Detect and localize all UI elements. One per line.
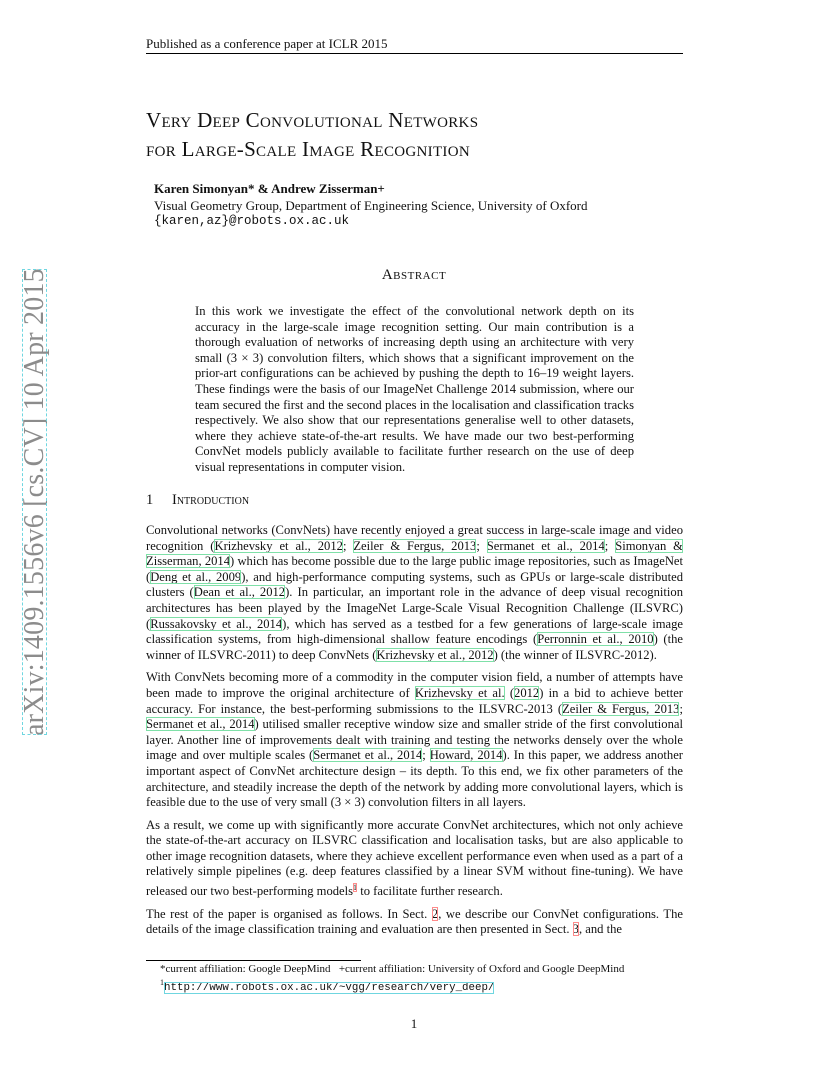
citation-link[interactable]: Howard, 2014	[429, 748, 503, 763]
citation-link[interactable]: Krizhevsky et al.	[414, 685, 505, 700]
arxiv-stamp[interactable]	[8, 258, 62, 738]
section-ref-link[interactable]: 3	[572, 922, 579, 937]
text: ), which has served as a testbed for a few generations of large-scale image classification systems, from high-dimensional shallow feature encodings (	[146, 616, 683, 647]
text: The rest of the paper is organised as follows. In Sect.	[146, 906, 432, 921]
footnote-link[interactable]: 1	[353, 883, 358, 893]
footnotes	[160, 962, 700, 995]
text: (	[504, 685, 515, 700]
title-line-2: for Large-Scale Image Recognition	[146, 137, 470, 161]
citation-link[interactable]: Simonyan & Zisserman, 2014	[146, 538, 683, 569]
authors: Karen Simonyan* & Andrew Zisserman+	[154, 181, 385, 196]
text: , and the	[578, 922, 622, 937]
header-rule	[146, 53, 683, 54]
footnote-rule	[146, 960, 361, 961]
text: ;	[342, 538, 354, 553]
text: ;	[476, 538, 487, 553]
paragraph-1	[146, 523, 683, 663]
title-line-1: Very Deep Convolutional Networks	[146, 108, 479, 132]
affiliation: Visual Geometry Group, Department of Engineering Science, University of Oxford	[154, 198, 588, 213]
section-ref-link[interactable]: 2	[431, 906, 439, 921]
footnote-1: *current affiliation: Google DeepMind	[160, 963, 331, 975]
citation-link[interactable]: Dean et al., 2012	[193, 585, 286, 600]
page-number: 1	[410, 1016, 418, 1031]
footnote-url-link[interactable]: http://www.robots.ox.ac.uk/~vgg/research/very_deep/	[164, 981, 495, 994]
section-number: 1	[146, 492, 154, 508]
footnote-2: +current affiliation: University of Oxford and Google DeepMind	[338, 963, 625, 975]
text: ), and high-performance computing systems, such as GPUs or large-scale distributed clusters (	[146, 569, 683, 600]
citation-link[interactable]: Deng et al., 2009	[150, 569, 242, 584]
footnote-affiliations	[160, 962, 700, 976]
text: As a result, we come up with significantly more accurate ConvNet architectures, which not only achieve the state-of-the-art accuracy on ILSVRC classification and localisation tasks, but are also applicable to other image recognition datasets, where they achieve excellent performance even when used as a part of a relatively simple pipelines (e.g. deep features classified by a linear SVM without fine-tuning). We have released our two best-performing models	[146, 817, 683, 899]
footnote-url-line	[160, 976, 700, 995]
citation-link[interactable]: Krizhevsky et al., 2012	[376, 647, 494, 662]
section-title: Introduction	[172, 492, 250, 508]
abstract-heading: Abstract	[381, 267, 447, 283]
running-header: Published as a conference paper at ICLR 2015	[146, 36, 388, 51]
citation-link[interactable]: Sermanet et al., 2014	[486, 538, 605, 553]
abstract-text: In this work we investigate the effect of the convolutional network depth on its accuracy in the large-scale image recognition setting. Our main contribution is a thorough evaluation of networks of increasing depth using an architecture with very small (3 × 3) convolution filters, which shows that a significant improvement on the prior-art configurations can be achieved by pushing the depth to 16–19 weight layers. These findings were the basis of our ImageNet Challenge 2014 submission, where our team secured the first and the second places in the localisation and classification tracks respectively. We also show that our representations generalise well to other datasets, where they achieve state-of-the-art results. We have made our two best-performing ConvNet models publicly available to facilitate further research on the use of deep visual representations in computer vision.	[195, 304, 634, 474]
text: , we describe our ConvNet configurations. The details of the image classification training and evaluation are then presented in Sect.	[146, 906, 683, 937]
citation-link[interactable]: Perronnin et al., 2010	[537, 632, 654, 647]
citation-link[interactable]: Zeiler & Fergus, 2013	[562, 701, 680, 716]
citation-link[interactable]: Sermanet et al., 2014	[313, 748, 423, 763]
text: ) in a bid to achieve better accuracy. For instance, the best-performing submissions to the ILSVRC-2013 (	[146, 685, 683, 716]
citation-link[interactable]: Russakovsky et al., 2014	[150, 616, 283, 631]
text: ). In particular, an important role in the advance of deep visual recognition architectures has been played by the ImageNet Large-Scale Visual Recognition Challenge (ILSVRC) (	[146, 585, 683, 631]
text: ;	[604, 538, 616, 553]
section-heading	[146, 492, 249, 509]
text: ;	[679, 701, 683, 716]
text: ) which has become possible due to the large public image repositories, such as ImageNet (	[146, 554, 683, 584]
paragraph-3	[146, 818, 683, 900]
citation-link[interactable]: Zeiler & Fergus, 2013	[353, 538, 477, 553]
arxiv-stamp-text[interactable]: arXiv:1409.1556v6 [cs.CV] 10 Apr 2015	[19, 268, 50, 736]
text: ) (the winner of ILSVRC-2012).	[493, 647, 657, 662]
paper-title	[146, 106, 706, 164]
footnote-mark: 1	[160, 978, 164, 987]
paragraph-4	[146, 907, 683, 938]
text: ). In this paper, we address another important aspect of ConvNet architecture design – its depth. To this end, we fix other parameters of the architecture, and steadily increase the depth of the network by adding more convolutional layers, which is feasible due to the use of very small (3 × 3) convolution filters in all layers.	[146, 748, 683, 810]
citation-link[interactable]: 2012	[514, 685, 540, 700]
text: ) utilised smaller receptive window size and smaller stride of the first convolutional layer. Another line of improvements dealt with training and testing the networks densely over the whole image and over multiple scales (	[146, 717, 683, 763]
section-body	[146, 523, 683, 945]
email: {karen,az}@robots.ox.ac.uk	[154, 214, 350, 228]
text: With ConvNets becoming more of a commodity in the computer vision field, a number of attempts have been made to improve the original architecture of	[146, 670, 683, 700]
text: ) (the winner of ILSVRC-2011) to deep ConvNets (	[146, 632, 684, 662]
text: to facilitate further research.	[357, 884, 503, 899]
citation-link[interactable]: Sermanet et al., 2014	[146, 717, 255, 732]
citation-link[interactable]: Krizhevsky et al., 2012	[214, 538, 343, 553]
paragraph-2	[146, 670, 683, 810]
text: ;	[422, 748, 430, 763]
text: Convolutional networks (ConvNets) have recently enjoyed a great success in large-scale image and video recognition (	[146, 523, 683, 553]
